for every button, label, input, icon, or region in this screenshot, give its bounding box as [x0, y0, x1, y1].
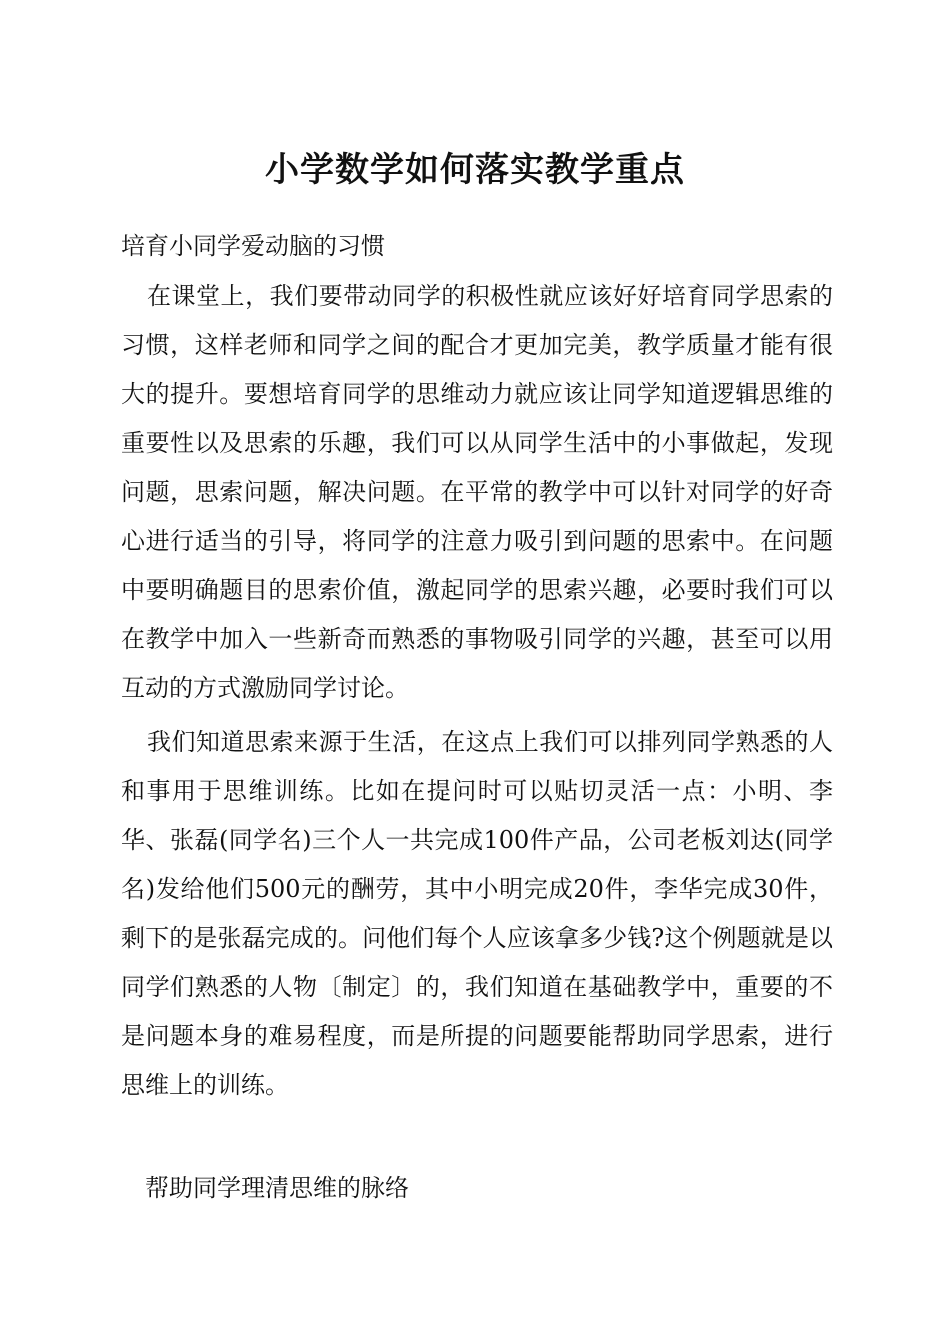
document-title: 小学数学如何落实教学重点 — [265, 150, 685, 190]
paragraph-cultivate-thinking: 在课堂上，我们要带动同学的积极性就应该好好培育同学思索的习惯，这样老师和同学之间的配合才更加完美，教学质量才能有很大的提升。要想培育同学的思维动力就应该让同学知道逻辑思维的重要性以及思索的乐趣，我们可以从同学生活中的小事做起，发现问题，思索问题，解决问题。在平常的教学中可以针对同学的好奇心进行适当的引导，将同学的注意力吸引到问题的思索中。在问题中要明确题目的思索价值，激起同学的思索兴趣，必要时我们可以在教学中加入一些新奇而熟悉的事物吸引同学的兴趣，甚至可以用互动的方式激励同学讨论。 — [121, 282, 833, 702]
section-heading-clarify-thinking: 帮助同学理清思维的脉络 — [145, 1174, 409, 1202]
section-heading-habit: 培育小同学爱动脑的习惯 — [121, 232, 385, 260]
paragraph-life-example: 我们知道思索来源于生活，在这点上我们可以排列同学熟悉的人和事用于思维训练。比如在提问时可以贴切灵活一点：小明、李华、张磊(同学名)三个人一共完成100件产品，公司老板刘达(同学名)发给他们500元的酬劳，其中小明完成20件，李华完成30件，剩下的是张磊完成的。问他们每个人应该拿多少钱?这个例题就是以同学们熟悉的人物〔制定〕的，我们知道在基础教学中，重要的不是问题本身的难易程度，而是所提的问题要能帮助同学思索，进行思维上的训练。 — [121, 728, 833, 1099]
